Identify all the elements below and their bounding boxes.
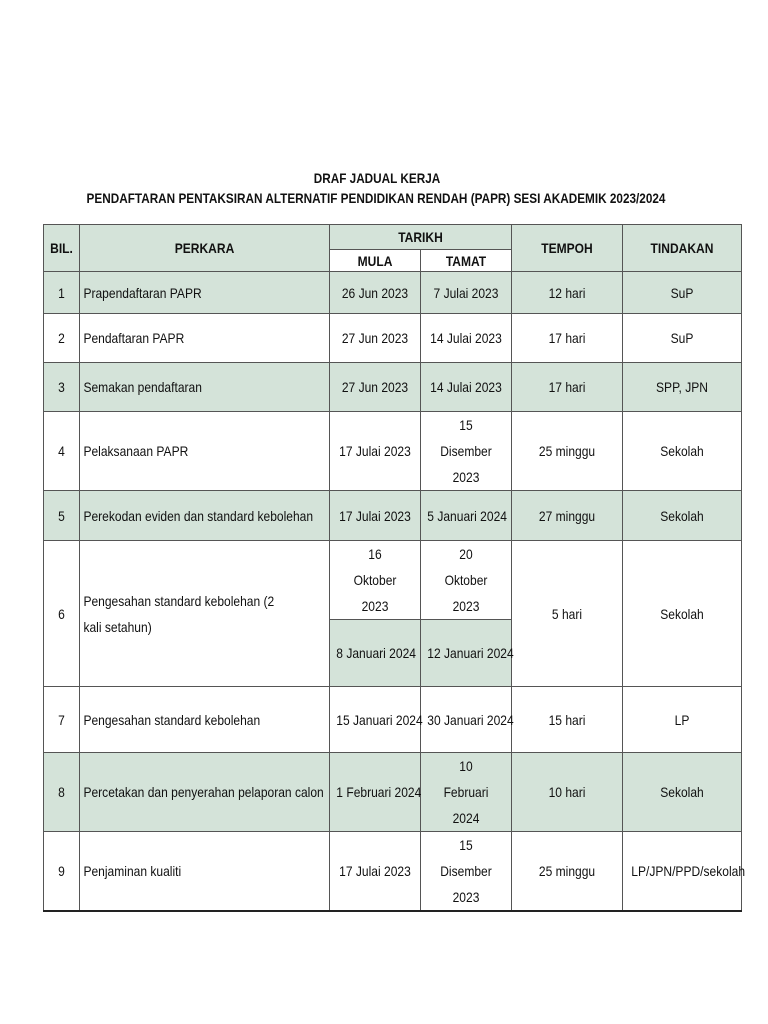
- header-tarikh: TARIKH: [330, 225, 512, 250]
- cell-tempoh: 5 hari: [512, 541, 623, 687]
- cell-tempoh: 25 minggu: [512, 412, 623, 491]
- cell-tamat: 10 Februari 2024: [421, 753, 512, 832]
- cell-bil: 1: [44, 272, 80, 314]
- cell-tindakan: SuP: [623, 272, 742, 314]
- cell-tindakan: LP/JPN/PPD/sekolah: [623, 832, 742, 912]
- table-row: [44, 314, 742, 363]
- cell-tindakan: Sekolah: [623, 541, 742, 687]
- cell-tamat: 30 Januari 2024: [421, 687, 512, 753]
- document-title: [0, 168, 768, 208]
- cell-perkara: Percetakan dan penyerahan pelaporan calon: [80, 753, 330, 832]
- cell-mula: 1 Februari 2024: [330, 753, 421, 832]
- header-perkara: PERKARA: [80, 225, 330, 272]
- cell-tamat: 15 Disember 2023: [421, 412, 512, 491]
- cell-bil: 5: [44, 491, 80, 541]
- cell-tamat: 5 Januari 2024: [421, 491, 512, 541]
- table-row: [44, 491, 742, 541]
- table-row: [44, 753, 742, 832]
- cell-bil: 4: [44, 412, 80, 491]
- cell-bil: 2: [44, 314, 80, 363]
- cell-bil: 8: [44, 753, 80, 832]
- table-row: [44, 541, 742, 620]
- cell-tempoh: 17 hari: [512, 363, 623, 412]
- header-bil: BIL.: [44, 225, 80, 272]
- cell-perkara: Pendaftaran PAPR: [80, 314, 330, 363]
- cell-mula: 15 Januari 2024: [330, 687, 421, 753]
- cell-bil: 6: [44, 541, 80, 687]
- cell-tempoh: 25 minggu: [512, 832, 623, 912]
- cell-tamat: 14 Julai 2023: [421, 314, 512, 363]
- cell-tamat: 7 Julai 2023: [421, 272, 512, 314]
- cell-tempoh: 12 hari: [512, 272, 623, 314]
- cell-tindakan: Sekolah: [623, 753, 742, 832]
- cell-perkara: Prapendaftaran PAPR: [80, 272, 330, 314]
- header-tempoh: TEMPOH: [512, 225, 623, 272]
- table-row: [44, 832, 742, 912]
- cell-tempoh: 27 minggu: [512, 491, 623, 541]
- cell-perkara: Perekodan eviden dan standard kebolehan: [80, 491, 330, 541]
- schedule-table: [43, 224, 746, 912]
- cell-perkara: Penjaminan kualiti: [80, 832, 330, 912]
- cell-tamat: 20 Oktober 2023: [421, 541, 512, 620]
- cell-mula: 17 Julai 2023: [330, 412, 421, 491]
- table-row: [44, 687, 742, 753]
- cell-tempoh: 10 hari: [512, 753, 623, 832]
- cell-perkara: Pengesahan standard kebolehan (2 kali setahun): [80, 541, 330, 687]
- table-row: [44, 363, 742, 412]
- cell-tempoh: 15 hari: [512, 687, 623, 753]
- table-row: [44, 272, 742, 314]
- cell-tempoh: 17 hari: [512, 314, 623, 363]
- cell-mula: 27 Jun 2023: [330, 314, 421, 363]
- cell-tamat: 14 Julai 2023: [421, 363, 512, 412]
- cell-mula: 17 Julai 2023: [330, 491, 421, 541]
- cell-perkara: Pengesahan standard kebolehan: [80, 687, 330, 753]
- cell-perkara: Pelaksanaan PAPR: [80, 412, 330, 491]
- cell-mula: 27 Jun 2023: [330, 363, 421, 412]
- table-row: [44, 412, 742, 491]
- cell-tamat-2: 12 Januari 2024: [421, 620, 512, 687]
- cell-perkara: Semakan pendaftaran: [80, 363, 330, 412]
- cell-mula: 26 Jun 2023: [330, 272, 421, 314]
- title-line-2: PENDAFTARAN PENTAKSIRAN ALTERNATIF PENDIDIKAN RENDAH (PAPR) SESI AKADEMIK 2023/2024: [86, 190, 666, 206]
- cell-bil: 9: [44, 832, 80, 912]
- header-mula: MULA: [330, 250, 421, 272]
- cell-bil: 3: [44, 363, 80, 412]
- header-tindakan: TINDAKAN: [623, 225, 742, 272]
- cell-mula: 17 Julai 2023: [330, 832, 421, 912]
- cell-bil: 7: [44, 687, 80, 753]
- cell-tindakan: Sekolah: [623, 412, 742, 491]
- cell-tamat: 15 Disember 2023: [421, 832, 512, 912]
- cell-tindakan: SuP: [623, 314, 742, 363]
- cell-mula: 16 Oktober 2023: [330, 541, 421, 620]
- cell-tindakan: LP: [623, 687, 742, 753]
- cell-tindakan: SPP, JPN: [623, 363, 742, 412]
- cell-mula-2: 8 Januari 2024: [330, 620, 421, 687]
- title-line-1: DRAF JADUAL KERJA: [313, 170, 441, 186]
- cell-tindakan: Sekolah: [623, 491, 742, 541]
- header-tamat: TAMAT: [421, 250, 512, 272]
